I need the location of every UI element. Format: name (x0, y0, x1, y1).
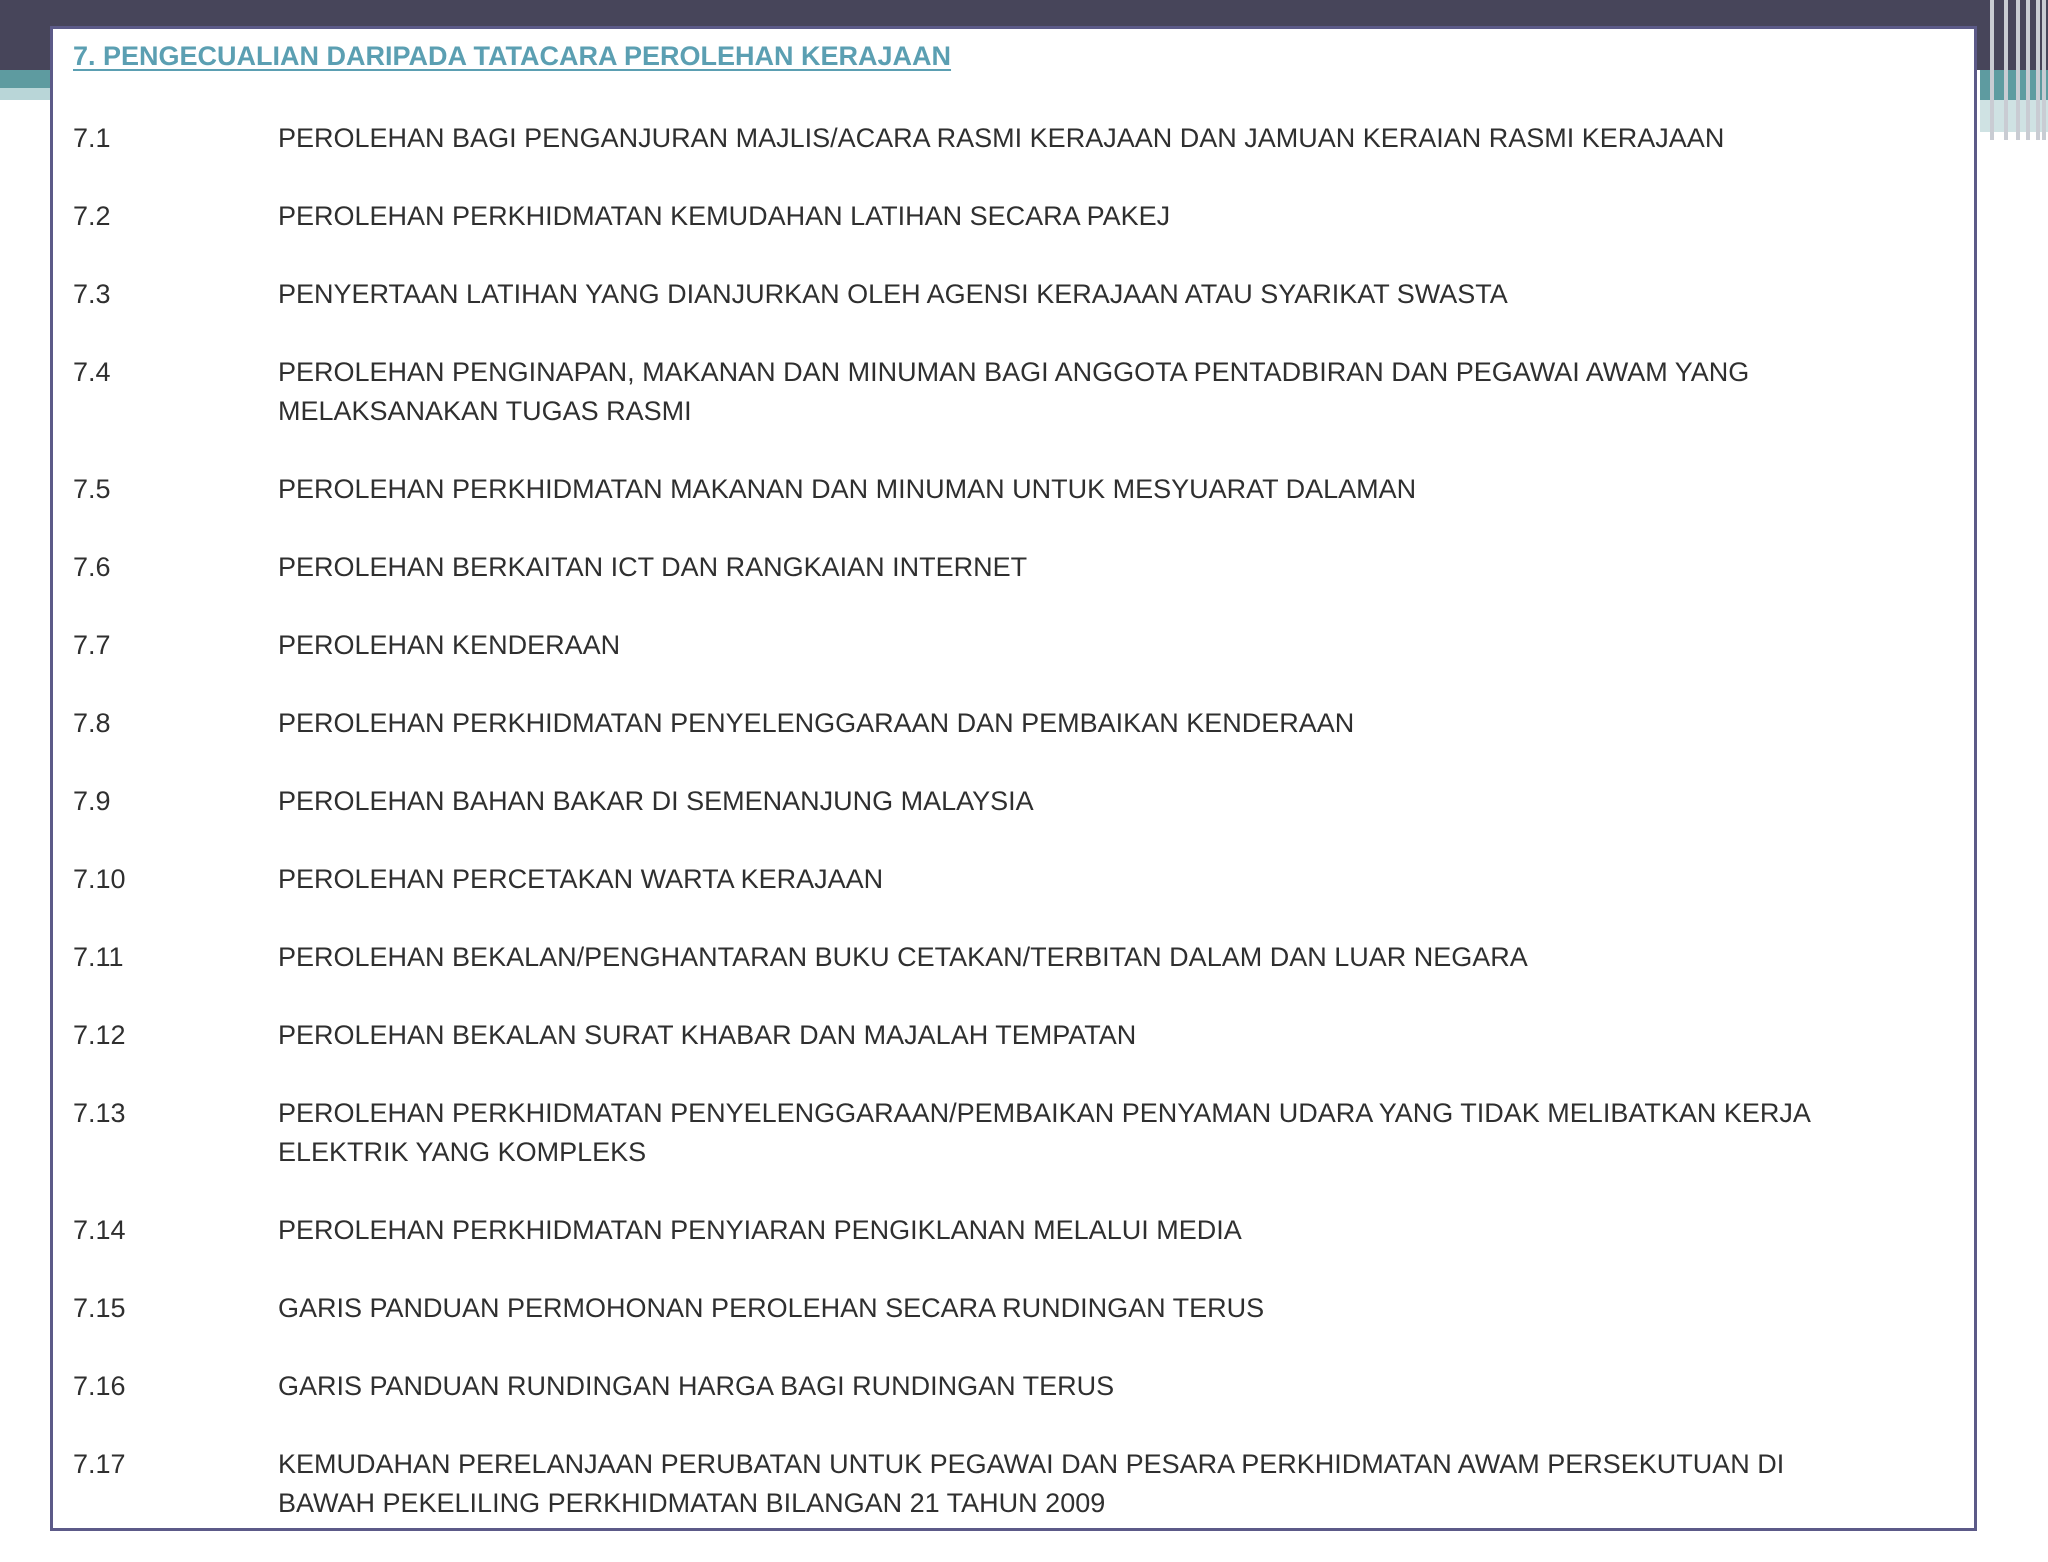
item-text: PEROLEHAN KENDERAAN (278, 630, 621, 660)
item-text: PEROLEHAN BEKALAN/PENGHANTARAN BUKU CETAKAN/TERBITAN DALAM DAN LUAR NEGARA (278, 942, 1528, 972)
list-item (73, 1445, 1953, 1523)
item-text: PENYERTAAN LATIHAN YANG DIANJURKAN OLEH AGENSI KERAJAAN ATAU SYARIKAT SWASTA (278, 279, 1508, 309)
list-item (73, 1289, 1953, 1328)
item-text: PEROLEHAN BERKAITAN ICT DAN RANGKAIAN INTERNET (278, 552, 1028, 582)
item-text: GARIS PANDUAN RUNDINGAN HARGA BAGI RUNDINGAN TERUS (278, 1371, 1115, 1401)
list-item (73, 353, 1953, 431)
item-text: PEROLEHAN PERKHIDMATAN KEMUDAHAN LATIHAN SECARA PAKEJ (278, 201, 1171, 231)
slide-title: 7. PENGECUALIAN DARIPADA TATACARA PEROLEHAN KERAJAAN (73, 41, 952, 71)
list-item (73, 1094, 1953, 1172)
item-text: PEROLEHAN PERKHIDMATAN MAKANAN DAN MINUMAN UNTUK MESYUARAT DALAMAN (278, 474, 1417, 504)
item-text: PEROLEHAN BAHAN BAKAR DI SEMENANJUNG MALAYSIA (278, 786, 1034, 816)
item-number: 7.3 (73, 279, 111, 309)
item-number: 7.17 (73, 1449, 126, 1479)
item-text: PEROLEHAN PERKHIDMATAN PENYIARAN PENGIKLANAN MELALUI MEDIA (278, 1215, 1242, 1245)
item-number: 7.11 (73, 942, 124, 972)
accent-bar-left (0, 70, 52, 88)
accent-bar-left-light (0, 88, 52, 100)
list-item (73, 470, 1953, 509)
list-item (73, 1211, 1953, 1250)
item-number: 7.12 (73, 1020, 126, 1050)
item-number: 7.9 (73, 786, 111, 816)
item-text: PEROLEHAN BEKALAN SURAT KHABAR DAN MAJALAH TEMPATAN (278, 1020, 1137, 1050)
item-number: 7.15 (73, 1293, 126, 1323)
list-item (73, 197, 1953, 236)
list-item (73, 548, 1953, 587)
list-item (73, 626, 1953, 665)
item-number: 7.13 (73, 1098, 126, 1128)
list-item (73, 1367, 1953, 1406)
item-number: 7.6 (73, 552, 111, 582)
decorative-stripes (1984, 0, 2048, 140)
item-number: 7.7 (73, 630, 111, 660)
list-item (73, 704, 1953, 743)
item-text: PEROLEHAN BAGI PENGANJURAN MAJLIS/ACARA RASMI KERAJAAN DAN JAMUAN KERAIAN RASMI KERAJAAN (278, 123, 1725, 153)
list-item (73, 275, 1953, 314)
item-number: 7.2 (73, 201, 111, 231)
item-number: 7.14 (73, 1215, 126, 1245)
list-item (73, 860, 1953, 899)
exemption-list (73, 119, 1953, 1562)
slide-content-frame (50, 26, 1977, 1531)
item-number: 7.5 (73, 474, 111, 504)
item-text: PEROLEHAN PENGINAPAN, MAKANAN DAN MINUMAN BAGI ANGGOTA PENTADBIRAN DAN PEGAWAI AWAM YANG MELAKSANAKAN TUGAS RASMI (278, 357, 1750, 426)
list-item (73, 782, 1953, 821)
item-text: PEROLEHAN PERKHIDMATAN PENYELENGGARAAN DAN PEMBAIKAN KENDERAAN (278, 708, 1355, 738)
list-item (73, 119, 1953, 158)
list-item (73, 1016, 1953, 1055)
item-text: PEROLEHAN PERKHIDMATAN PENYELENGGARAAN/PEMBAIKAN PENYAMAN UDARA YANG TIDAK MELIBATKAN KERJA ELEKTRIK YANG KOMPLEKS (278, 1098, 1810, 1167)
item-text: GARIS PANDUAN PERMOHONAN PEROLEHAN SECARA RUNDINGAN TERUS (278, 1293, 1265, 1323)
item-text: KEMUDAHAN PERELANJAAN PERUBATAN UNTUK PEGAWAI DAN PESARA PERKHIDMATAN AWAM PERSEKUTUAN DI BAWAH PEKELILING PERKHIDMATAN BILANGAN 21 TAHUN 2009 (278, 1449, 1785, 1518)
item-number: 7.4 (73, 357, 111, 387)
item-number: 7.1 (73, 123, 111, 153)
item-number: 7.16 (73, 1371, 126, 1401)
item-number: 7.8 (73, 708, 111, 738)
item-number: 7.10 (73, 864, 126, 894)
item-text: PEROLEHAN PERCETAKAN WARTA KERAJAAN (278, 864, 884, 894)
list-item (73, 938, 1953, 977)
